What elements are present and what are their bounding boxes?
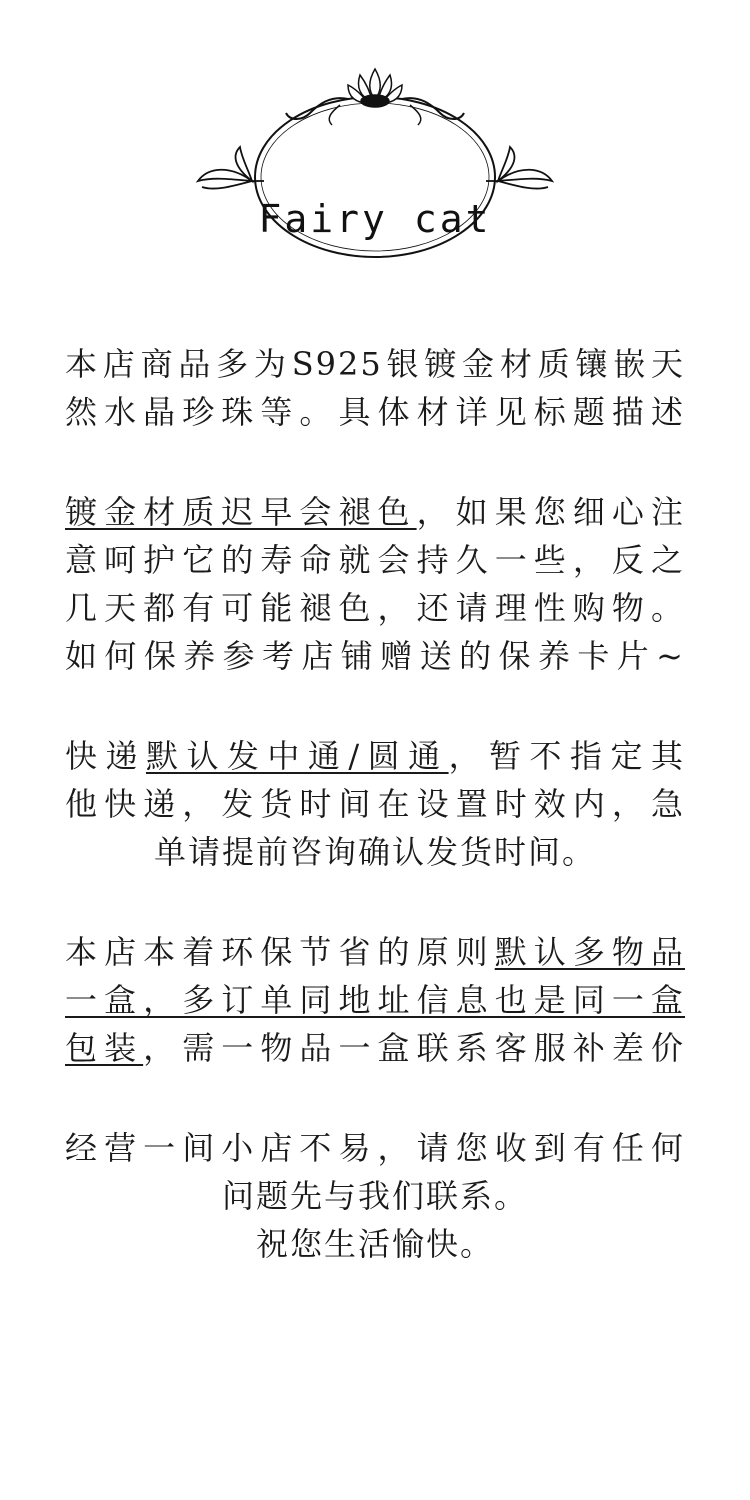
- underlined-text: 默认多物品: [494, 933, 685, 971]
- text-segment: 快递: [65, 737, 146, 775]
- notice-line: [65, 488, 685, 536]
- notice-line: [65, 1124, 685, 1172]
- notice-paragraph: [65, 732, 685, 876]
- text-segment: ，如果您细心注: [416, 493, 685, 531]
- notice-line: [65, 388, 685, 436]
- notice-paragraph: [65, 1124, 685, 1268]
- underlined-text: 包装: [65, 1029, 144, 1067]
- notice-paragraph: [65, 928, 685, 1072]
- notice-line: [65, 1220, 685, 1268]
- text-segment: 他快递，发货时间在设置时效内，急: [65, 785, 685, 823]
- notice-paragraph: [65, 488, 685, 680]
- notice-line: [65, 828, 685, 876]
- notice-line: [65, 928, 685, 976]
- notice-line: [65, 1172, 685, 1220]
- text-segment: 意呵护它的寿命就会持久一些，反之: [65, 541, 685, 579]
- notice-paragraph: [65, 340, 685, 436]
- text-segment: 问题先与我们联系。: [221, 1177, 528, 1215]
- underlined-text: 默认发中通/圆通: [145, 737, 449, 775]
- fairy-cat-logo: [190, 55, 560, 270]
- notice-line: [65, 732, 685, 780]
- text-segment: 然水晶珍珠等。具体材详见标题描述: [65, 393, 685, 431]
- notice-line: [65, 340, 685, 388]
- notice-line: [65, 632, 685, 680]
- text-segment: 本店本着环保节省的原则: [65, 933, 495, 971]
- underlined-text: 镀金材质迟早会褪色: [65, 493, 417, 531]
- notice-line: [65, 536, 685, 584]
- notice-line: [65, 780, 685, 828]
- logo-text: Fairy cat: [258, 197, 492, 241]
- text-segment: 本店商品多为S925银镀金材质镶嵌天: [65, 345, 685, 383]
- notice-line: [65, 1024, 685, 1072]
- text-segment: 祝您生活愉快。: [255, 1225, 494, 1263]
- text-segment: 几天都有可能褪色，还请理性购物。: [65, 589, 685, 627]
- notice-line: [65, 584, 685, 632]
- text-segment: ，暂不指定其: [448, 737, 685, 775]
- text-segment: 经营一间小店不易，请您收到有任何: [65, 1129, 685, 1167]
- notice-content: [65, 340, 685, 1320]
- left-leaf-icon: [198, 147, 264, 189]
- text-segment: ，需一物品一盒联系客服补差价: [143, 1029, 685, 1067]
- right-leaf-icon: [486, 147, 552, 189]
- text-segment: 单请提前咨询确认发货时间。: [153, 833, 596, 871]
- notice-line: [65, 976, 685, 1024]
- underlined-text: 一盒，多订单同地址信息也是同一盒: [65, 981, 685, 1019]
- lotus-flower-icon: [348, 69, 402, 107]
- text-segment: 如何保养参考店铺赠送的保养卡片~: [65, 637, 685, 675]
